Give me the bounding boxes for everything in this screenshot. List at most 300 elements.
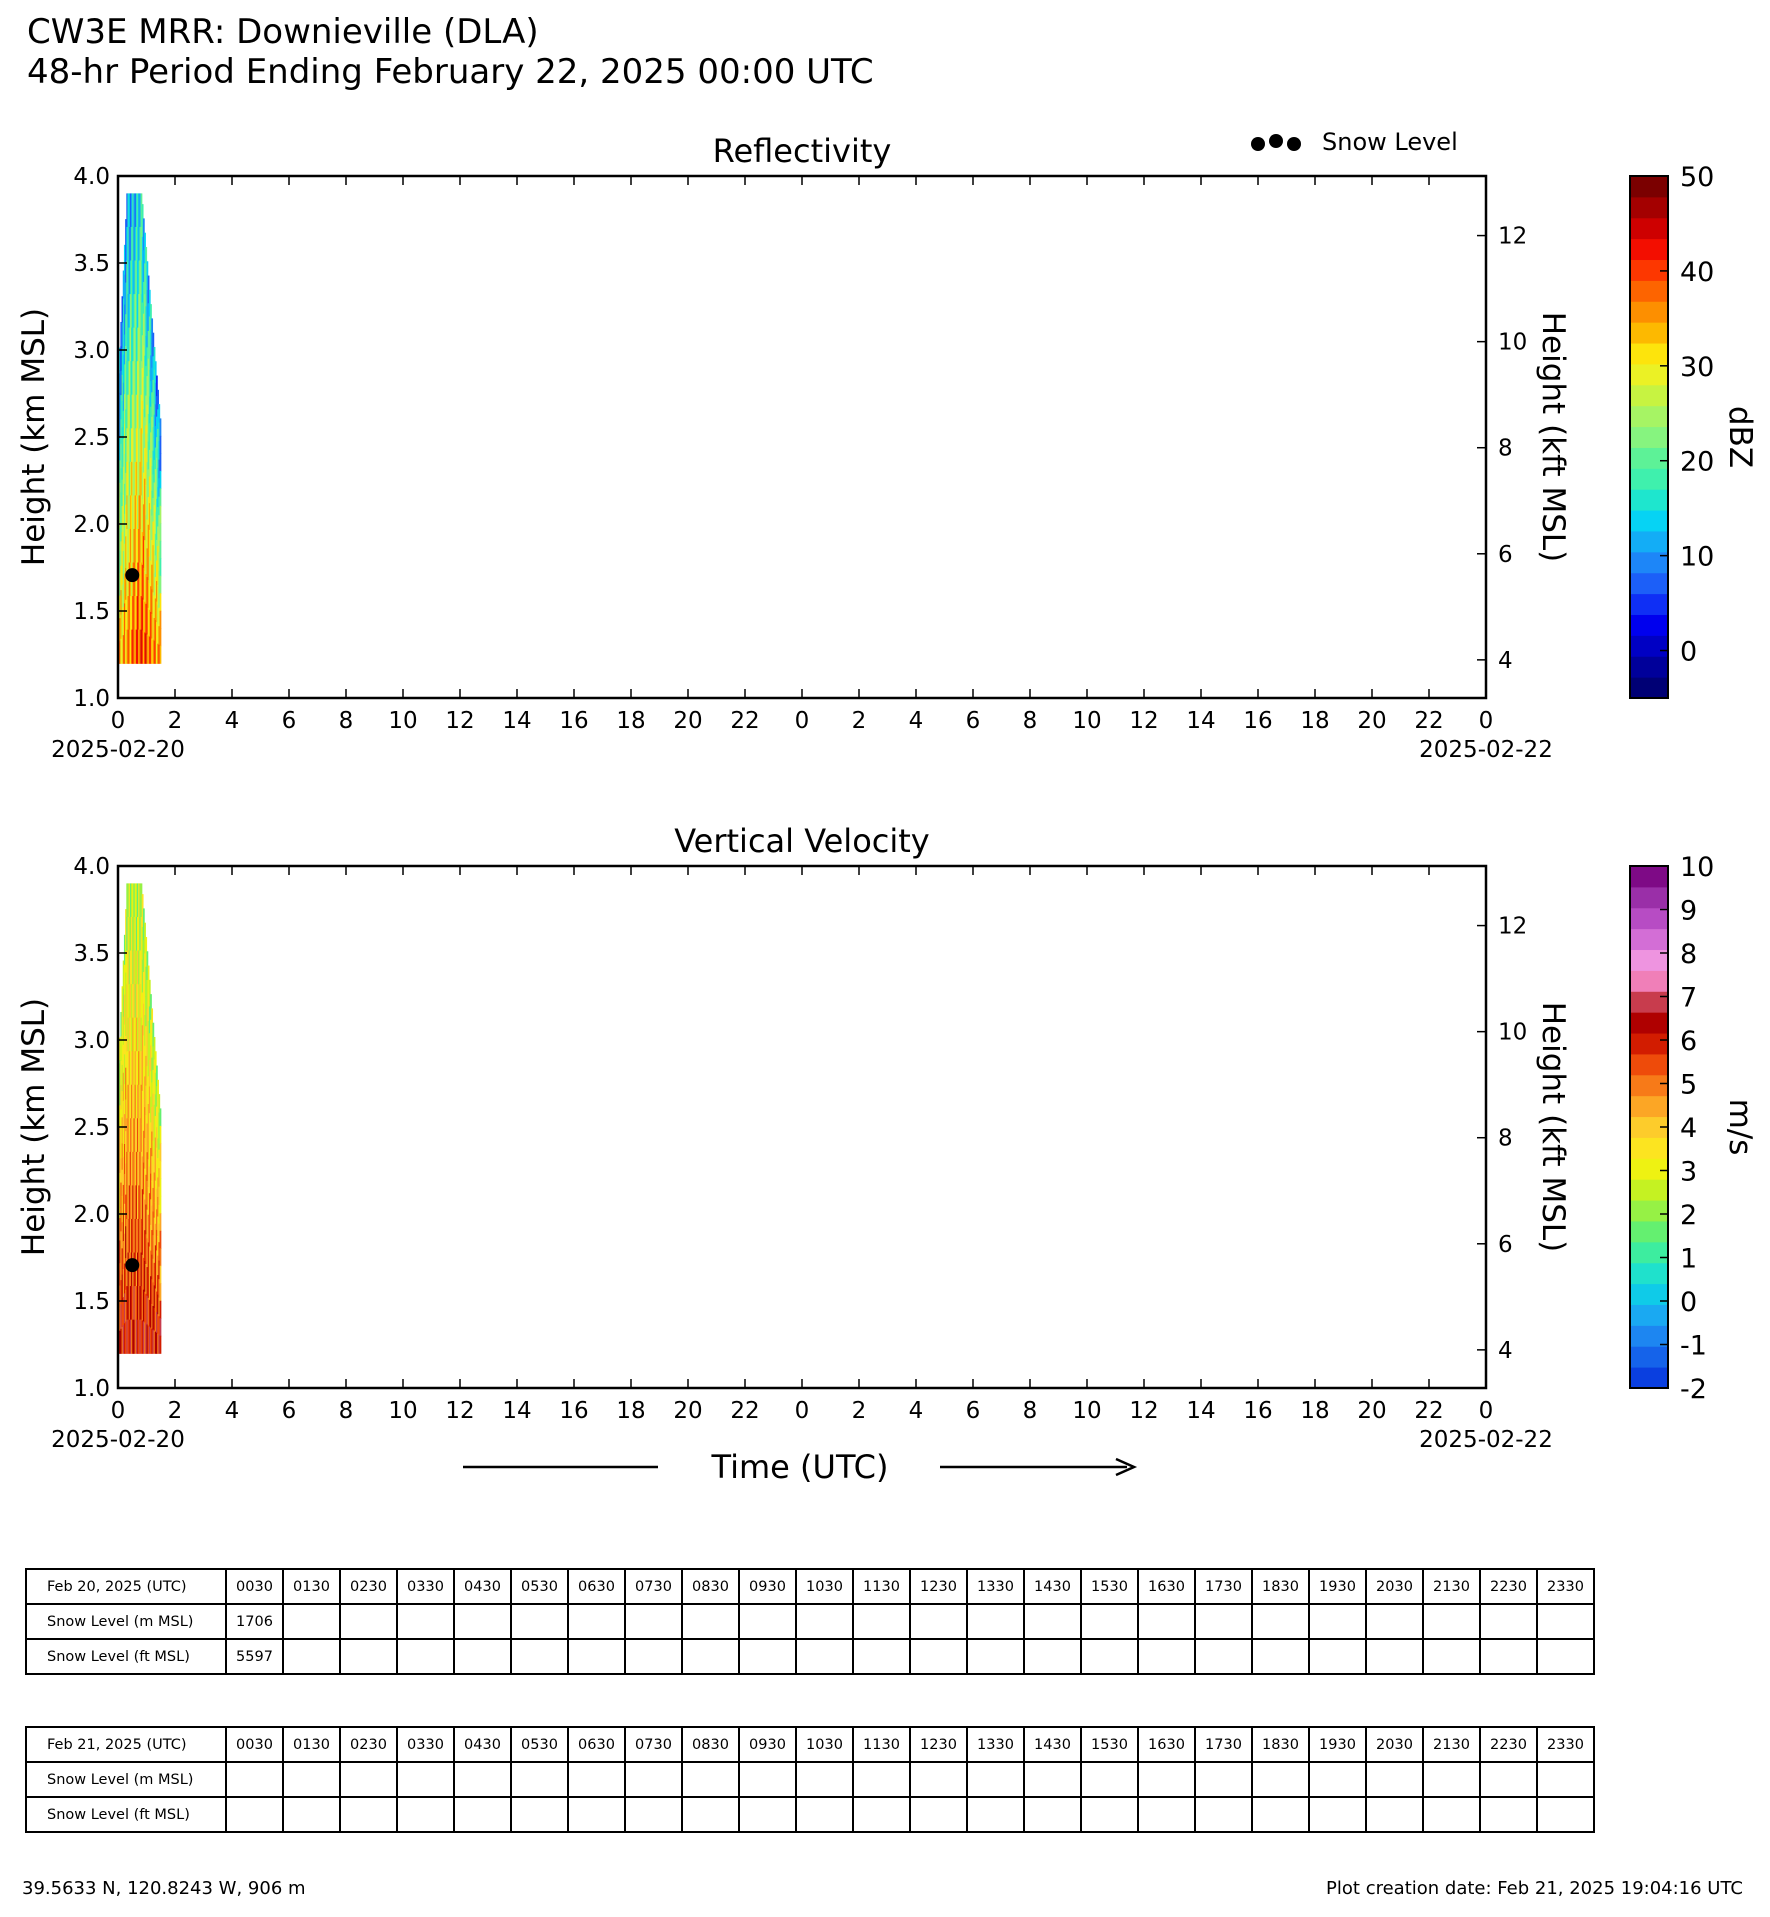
colorbar-swatch	[1630, 301, 1668, 322]
x-tick-label: 18	[1300, 708, 1330, 734]
colorbar-swatch	[1630, 573, 1668, 594]
heatmap-cell	[160, 611, 162, 629]
table-time-cell: 0830	[682, 1727, 739, 1762]
table-value-cell	[1138, 1604, 1195, 1639]
table-time-cell: 1630	[1138, 1727, 1195, 1762]
table-time-cell: 0930	[739, 1727, 796, 1762]
table-value-cell	[1195, 1604, 1252, 1639]
x-tick-label: 10	[1072, 1398, 1102, 1424]
colorbar-swatch	[1630, 1346, 1668, 1367]
table-time-cell: 2030	[1366, 1569, 1423, 1604]
x-tick-label: 4	[908, 708, 924, 734]
colorbar-tick-label: 50	[1680, 162, 1715, 193]
x-tick-label: 22	[730, 1398, 760, 1424]
table-value-cell	[568, 1762, 625, 1797]
colorbar-swatch	[1630, 887, 1668, 908]
x-tick-label: 6	[965, 708, 981, 734]
table-value-cell	[1423, 1639, 1480, 1674]
x-tick-label: 2	[851, 708, 867, 734]
table-time-cell: 0130	[283, 1727, 340, 1762]
y-right-axis-label: Height (kft MSL)	[1535, 311, 1571, 563]
table-value-cell	[625, 1604, 682, 1639]
table-value-cell	[568, 1604, 625, 1639]
colorbar-swatch	[1630, 427, 1668, 448]
table-value-cell	[1252, 1604, 1309, 1639]
colorbar	[1630, 176, 1668, 699]
colorbar-swatch	[1630, 1304, 1668, 1325]
table-time-cell: 2130	[1423, 1569, 1480, 1604]
table-date-label: Feb 20, 2025 (UTC)	[26, 1569, 226, 1604]
table-value-cell	[1024, 1604, 1081, 1639]
heatmap-cell	[160, 488, 162, 506]
table-value-cell	[340, 1604, 397, 1639]
table-value-cell	[1423, 1604, 1480, 1639]
table-time-cell: 2330	[1537, 1727, 1594, 1762]
table-time-cell: 0030	[226, 1569, 283, 1604]
snow-level-legend-label: Snow Level	[1322, 128, 1458, 156]
x-tick-label: 6	[281, 708, 297, 734]
x-tick-label: 10	[388, 1398, 418, 1424]
heatmap-cell	[160, 646, 162, 664]
colorbar-swatch	[1630, 176, 1668, 197]
colorbar-swatch	[1630, 1263, 1668, 1284]
table-value-cell	[511, 1762, 568, 1797]
heatmap-cell	[160, 1231, 162, 1249]
x-tick-label: 2	[167, 1398, 183, 1424]
table-value-cell	[1195, 1762, 1252, 1797]
colorbar-tick-label: 10	[1680, 541, 1715, 573]
colorbar-swatch	[1630, 239, 1668, 260]
colorbar-tick-label: 9	[1680, 895, 1698, 927]
x-tick-label: 16	[1243, 708, 1273, 734]
table-value-cell	[283, 1797, 340, 1832]
x-tick-label: 22	[1414, 1398, 1444, 1424]
table-value-cell	[1195, 1639, 1252, 1674]
table-value-cell	[967, 1797, 1024, 1832]
colorbar-swatch	[1630, 1054, 1668, 1075]
table-time-cell: 1230	[910, 1569, 967, 1604]
table-value-cell	[1024, 1762, 1081, 1797]
y-tick-label: 3.0	[73, 338, 110, 364]
y-axis-label: Height (km MSL)	[16, 997, 52, 1257]
table-value-cell	[910, 1604, 967, 1639]
colorbar-swatch	[1630, 385, 1668, 406]
table-value-cell: 1706	[226, 1604, 283, 1639]
heatmap-cell	[160, 1108, 162, 1126]
table-row	[26, 1797, 1594, 1832]
table-value-cell	[283, 1639, 340, 1674]
table-time-cell: 0630	[568, 1569, 625, 1604]
table-value-cell	[226, 1762, 283, 1797]
y-tick-label: 2.5	[73, 1115, 110, 1141]
table-time-cell: 1430	[1024, 1569, 1081, 1604]
table-value-cell	[682, 1604, 739, 1639]
table-value-cell	[511, 1797, 568, 1832]
table-time-cell: 0230	[340, 1569, 397, 1604]
x-tick-label: 14	[1186, 1398, 1216, 1424]
colorbar-swatch	[1630, 531, 1668, 552]
snow-level-legend-marker	[1269, 134, 1283, 148]
colorbar-tick-label: 2	[1680, 1200, 1698, 1231]
x-tick-label: 12	[445, 1398, 475, 1424]
x-tick-label: 20	[673, 708, 703, 734]
colorbar-swatch	[1630, 364, 1668, 385]
table-value-cell	[340, 1762, 397, 1797]
colorbar-label: dBZ	[1722, 405, 1758, 469]
table-value-cell	[1138, 1797, 1195, 1832]
colorbar	[1630, 866, 1668, 1389]
table-value-cell	[454, 1797, 511, 1832]
table-value-cell	[625, 1639, 682, 1674]
heatmap-cell	[160, 576, 162, 594]
colorbar-swatch	[1630, 1096, 1668, 1117]
snow-level-marker	[125, 1258, 139, 1272]
table-value-cell	[1024, 1797, 1081, 1832]
x-tick-label: 8	[1022, 1398, 1038, 1424]
plot-frame	[118, 176, 1486, 698]
y-right-tick-label: 12	[1498, 223, 1528, 250]
table-value-cell	[739, 1604, 796, 1639]
table-value-cell	[739, 1639, 796, 1674]
colorbar-swatch	[1630, 866, 1668, 887]
x-start-date: 2025-02-20	[51, 1427, 185, 1453]
table-value-cell	[1309, 1797, 1366, 1832]
chart-title: Vertical Velocity	[674, 822, 930, 860]
colorbar-swatch	[1630, 218, 1668, 239]
table-time-cell: 0130	[283, 1569, 340, 1604]
table-value-cell	[1252, 1797, 1309, 1832]
table-value-cell	[1081, 1639, 1138, 1674]
table-value-cell	[796, 1639, 853, 1674]
y-right-axis-label: Height (kft MSL)	[1535, 1001, 1571, 1253]
heatmap-cell	[160, 593, 162, 611]
table-value-cell	[340, 1797, 397, 1832]
table-value-cell	[283, 1762, 340, 1797]
table-time-cell: 1530	[1081, 1569, 1138, 1604]
y-tick-label: 1.0	[73, 1376, 110, 1402]
table-value-cell	[454, 1604, 511, 1639]
table-value-cell	[1480, 1604, 1537, 1639]
x-tick-label: 4	[224, 708, 240, 734]
heatmap-cell	[160, 558, 162, 576]
colorbar-swatch	[1630, 1033, 1668, 1054]
x-tick-label: 18	[616, 708, 646, 734]
table-time-cell: 0730	[625, 1727, 682, 1762]
heatmap-cell	[160, 1283, 162, 1301]
x-tick-label: 6	[965, 1398, 981, 1424]
snow-level-legend	[1251, 134, 1301, 151]
y-tick-label: 4.0	[73, 854, 110, 880]
table-time-cell: 1430	[1024, 1727, 1081, 1762]
creation-date-footer: Plot creation date: Feb 21, 2025 19:04:16 UTC	[1326, 1878, 1743, 1899]
table-value-cell	[226, 1797, 283, 1832]
table-time-cell: 0330	[397, 1727, 454, 1762]
table-time-cell: 0830	[682, 1569, 739, 1604]
colorbar-tick-label: 6	[1680, 1026, 1698, 1057]
table-value-cell	[853, 1639, 910, 1674]
page-subtitle: 48-hr Period Ending February 22, 2025 00:00 UTC	[27, 52, 874, 92]
heatmap-cell	[160, 1266, 162, 1284]
colorbar-label: m/s	[1722, 1098, 1758, 1156]
table-time-cell: 1330	[967, 1727, 1024, 1762]
heatmap-cell	[160, 453, 162, 471]
y-right-tick-label: 12	[1498, 913, 1528, 940]
heatmap-cell	[160, 1178, 162, 1196]
table-value-cell	[910, 1762, 967, 1797]
table-time-cell: 1130	[853, 1569, 910, 1604]
table-value-cell	[1480, 1762, 1537, 1797]
y-tick-label: 1.5	[73, 1289, 110, 1315]
table-row	[26, 1762, 1594, 1797]
table-value-cell	[796, 1762, 853, 1797]
table-time-cell: 1130	[853, 1727, 910, 1762]
table-value-cell	[1081, 1604, 1138, 1639]
x-tick-label: 8	[1022, 708, 1038, 734]
table-time-cell: 0430	[454, 1569, 511, 1604]
y-tick-label: 3.5	[73, 251, 110, 277]
table-time-cell: 0330	[397, 1569, 454, 1604]
colorbar-tick-label: -1	[1680, 1330, 1707, 1362]
x-tick-label: 14	[1186, 708, 1216, 734]
table-time-cell: 0030	[226, 1727, 283, 1762]
colorbar-swatch	[1630, 406, 1668, 427]
table-time-cell: 2030	[1366, 1727, 1423, 1762]
x-start-date: 2025-02-20	[51, 737, 185, 763]
heatmap-cell	[160, 628, 162, 646]
table-time-cell: 2230	[1480, 1727, 1537, 1762]
colorbar-swatch	[1630, 656, 1668, 677]
colorbar-swatch	[1630, 991, 1668, 1012]
colorbar-swatch	[1630, 510, 1668, 531]
table-time-cell: 0530	[511, 1727, 568, 1762]
colorbar-swatch	[1630, 1158, 1668, 1179]
table-time-cell: 1830	[1252, 1727, 1309, 1762]
table-row-label: Snow Level (m MSL)	[26, 1762, 226, 1797]
y-tick-label: 2.5	[73, 425, 110, 451]
colorbar-swatch	[1630, 197, 1668, 218]
colorbar-swatch	[1630, 489, 1668, 510]
colorbar-tick-label: -2	[1680, 1374, 1707, 1405]
x-tick-label: 22	[1414, 708, 1444, 734]
x-tick-label: 20	[1357, 1398, 1387, 1424]
x-tick-label: 12	[445, 708, 475, 734]
heatmap-cell	[160, 1143, 162, 1161]
table-time-cell: 1830	[1252, 1569, 1309, 1604]
colorbar-swatch	[1630, 1325, 1668, 1346]
heatmap-cell	[160, 506, 162, 524]
x-tick-label: 16	[559, 708, 589, 734]
table-value-cell	[454, 1762, 511, 1797]
colorbar-tick-label: 1	[1680, 1243, 1698, 1275]
heatmap-cell	[160, 1301, 162, 1319]
heatmap-cell	[160, 436, 162, 454]
x-tick-label: 12	[1129, 708, 1159, 734]
table-value-cell	[1309, 1762, 1366, 1797]
x-tick-label: 2	[167, 708, 183, 734]
table-value-cell	[511, 1604, 568, 1639]
table-value-cell	[1252, 1762, 1309, 1797]
y-tick-label: 4.0	[73, 164, 110, 190]
table-value-cell	[1138, 1762, 1195, 1797]
table-value-cell	[910, 1797, 967, 1832]
colorbar-swatch	[1630, 322, 1668, 343]
x-end-date: 2025-02-22	[1419, 737, 1553, 763]
heatmap-cell	[160, 1318, 162, 1336]
table-value-cell	[967, 1604, 1024, 1639]
table-value-cell	[1480, 1797, 1537, 1832]
table-value-cell	[397, 1762, 454, 1797]
colorbar-swatch	[1630, 1075, 1668, 1096]
colorbar-tick-label: 20	[1680, 446, 1715, 478]
colorbar-swatch	[1630, 1137, 1668, 1158]
heatmap-cell	[160, 1248, 162, 1266]
table-time-cell: 1030	[796, 1727, 853, 1762]
y-right-tick-label: 6	[1498, 541, 1513, 568]
x-tick-label: 2	[851, 1398, 867, 1424]
y-right-tick-label: 4	[1498, 647, 1513, 674]
table-value-cell	[397, 1604, 454, 1639]
colorbar-swatch	[1630, 970, 1668, 991]
x-tick-label: 0	[1478, 1398, 1494, 1424]
table-value-cell	[682, 1762, 739, 1797]
x-tick-label: 14	[502, 708, 532, 734]
table-row-label: Snow Level (ft MSL)	[26, 1639, 226, 1674]
table-value-cell	[397, 1797, 454, 1832]
table-value-cell	[454, 1639, 511, 1674]
table-value-cell	[397, 1639, 454, 1674]
colorbar-swatch	[1630, 1012, 1668, 1033]
table-value-cell	[682, 1797, 739, 1832]
table-value-cell	[853, 1604, 910, 1639]
table-value-cell	[1309, 1639, 1366, 1674]
x-tick-label: 18	[616, 1398, 646, 1424]
table-time-cell: 1530	[1081, 1727, 1138, 1762]
y-tick-label: 2.0	[73, 1202, 110, 1228]
chart-title: Reflectivity	[712, 132, 892, 170]
colorbar-swatch	[1630, 280, 1668, 301]
page-title: CW3E MRR: Downieville (DLA)	[27, 12, 539, 52]
table-value-cell: 5597	[226, 1639, 283, 1674]
x-tick-label: 10	[1072, 708, 1102, 734]
table-value-cell	[1195, 1797, 1252, 1832]
table-header-row	[26, 1569, 1594, 1604]
heatmap-data	[118, 193, 161, 663]
colorbar-swatch	[1630, 1284, 1668, 1305]
heatmap-cell	[160, 418, 162, 436]
y-right-tick-label: 4	[1498, 1337, 1513, 1364]
table-value-cell	[1138, 1639, 1195, 1674]
colorbar-swatch	[1630, 635, 1668, 656]
table-value-cell	[1480, 1639, 1537, 1674]
colorbar-swatch	[1630, 1200, 1668, 1221]
colorbar-tick-label: 0	[1680, 636, 1698, 668]
x-tick-label: 6	[281, 1398, 297, 1424]
x-tick-label: 10	[388, 708, 418, 734]
table-time-cell: 1930	[1309, 1569, 1366, 1604]
table-value-cell	[910, 1639, 967, 1674]
y-tick-label: 1.0	[73, 686, 110, 712]
table-time-cell: 1030	[796, 1569, 853, 1604]
table-value-cell	[511, 1639, 568, 1674]
table-value-cell	[625, 1762, 682, 1797]
table-value-cell	[853, 1762, 910, 1797]
x-tick-label: 0	[794, 1398, 810, 1424]
y-tick-label: 3.5	[73, 941, 110, 967]
table-value-cell	[1081, 1762, 1138, 1797]
table-value-cell	[1423, 1762, 1480, 1797]
y-tick-label: 2.0	[73, 512, 110, 538]
time-axis-label: Time (UTC)	[711, 1448, 889, 1486]
colorbar-swatch	[1630, 614, 1668, 635]
colorbar-tick-label: 3	[1680, 1156, 1698, 1188]
table-time-cell: 0930	[739, 1569, 796, 1604]
table-time-cell: 1730	[1195, 1569, 1252, 1604]
x-tick-label: 0	[794, 708, 810, 734]
y-right-tick-label: 10	[1498, 1019, 1528, 1046]
x-tick-label: 0	[110, 1398, 126, 1424]
table-value-cell	[1024, 1639, 1081, 1674]
table-value-cell	[796, 1604, 853, 1639]
table-value-cell	[1423, 1797, 1480, 1832]
table-time-cell: 1330	[967, 1569, 1024, 1604]
y-tick-label: 1.5	[73, 599, 110, 625]
colorbar-swatch	[1630, 1221, 1668, 1242]
y-right-tick-label: 10	[1498, 329, 1528, 356]
table-value-cell	[1366, 1604, 1423, 1639]
heatmap-cell	[160, 1196, 162, 1214]
snow-level-marker	[125, 568, 139, 582]
table-value-cell	[625, 1797, 682, 1832]
table-value-cell	[1537, 1604, 1594, 1639]
table-time-cell: 1230	[910, 1727, 967, 1762]
table-date-label: Feb 21, 2025 (UTC)	[26, 1727, 226, 1762]
x-tick-label: 20	[673, 1398, 703, 1424]
table-row-label: Snow Level (m MSL)	[26, 1604, 226, 1639]
table-value-cell	[967, 1762, 1024, 1797]
x-tick-label: 18	[1300, 1398, 1330, 1424]
table-value-cell	[967, 1639, 1024, 1674]
table-time-cell: 1630	[1138, 1569, 1195, 1604]
table-time-cell: 2230	[1480, 1569, 1537, 1604]
colorbar-tick-label: 30	[1680, 351, 1715, 383]
x-tick-label: 16	[559, 1398, 589, 1424]
table-time-cell: 2130	[1423, 1727, 1480, 1762]
x-tick-label: 8	[338, 1398, 354, 1424]
y-tick-label: 3.0	[73, 1028, 110, 1054]
table-time-cell: 1730	[1195, 1727, 1252, 1762]
colorbar-swatch	[1630, 677, 1668, 698]
heatmap-cell	[160, 1161, 162, 1179]
x-tick-label: 0	[110, 708, 126, 734]
colorbar-swatch	[1630, 929, 1668, 950]
colorbar-swatch	[1630, 908, 1668, 929]
snow-level-legend-marker	[1287, 137, 1301, 151]
table-row-label: Snow Level (ft MSL)	[26, 1797, 226, 1832]
table-value-cell	[1366, 1797, 1423, 1832]
x-tick-label: 16	[1243, 1398, 1273, 1424]
x-tick-label: 8	[338, 708, 354, 734]
colorbar-tick-label: 0	[1680, 1287, 1698, 1318]
x-tick-label: 20	[1357, 708, 1387, 734]
table-time-cell: 1930	[1309, 1727, 1366, 1762]
snow-level-legend-marker	[1251, 137, 1265, 151]
table-row	[26, 1604, 1594, 1639]
table-value-cell	[1081, 1797, 1138, 1832]
table-value-cell	[1537, 1639, 1594, 1674]
table-header-row	[26, 1727, 1594, 1762]
x-tick-label: 14	[502, 1398, 532, 1424]
table-time-cell: 0430	[454, 1727, 511, 1762]
